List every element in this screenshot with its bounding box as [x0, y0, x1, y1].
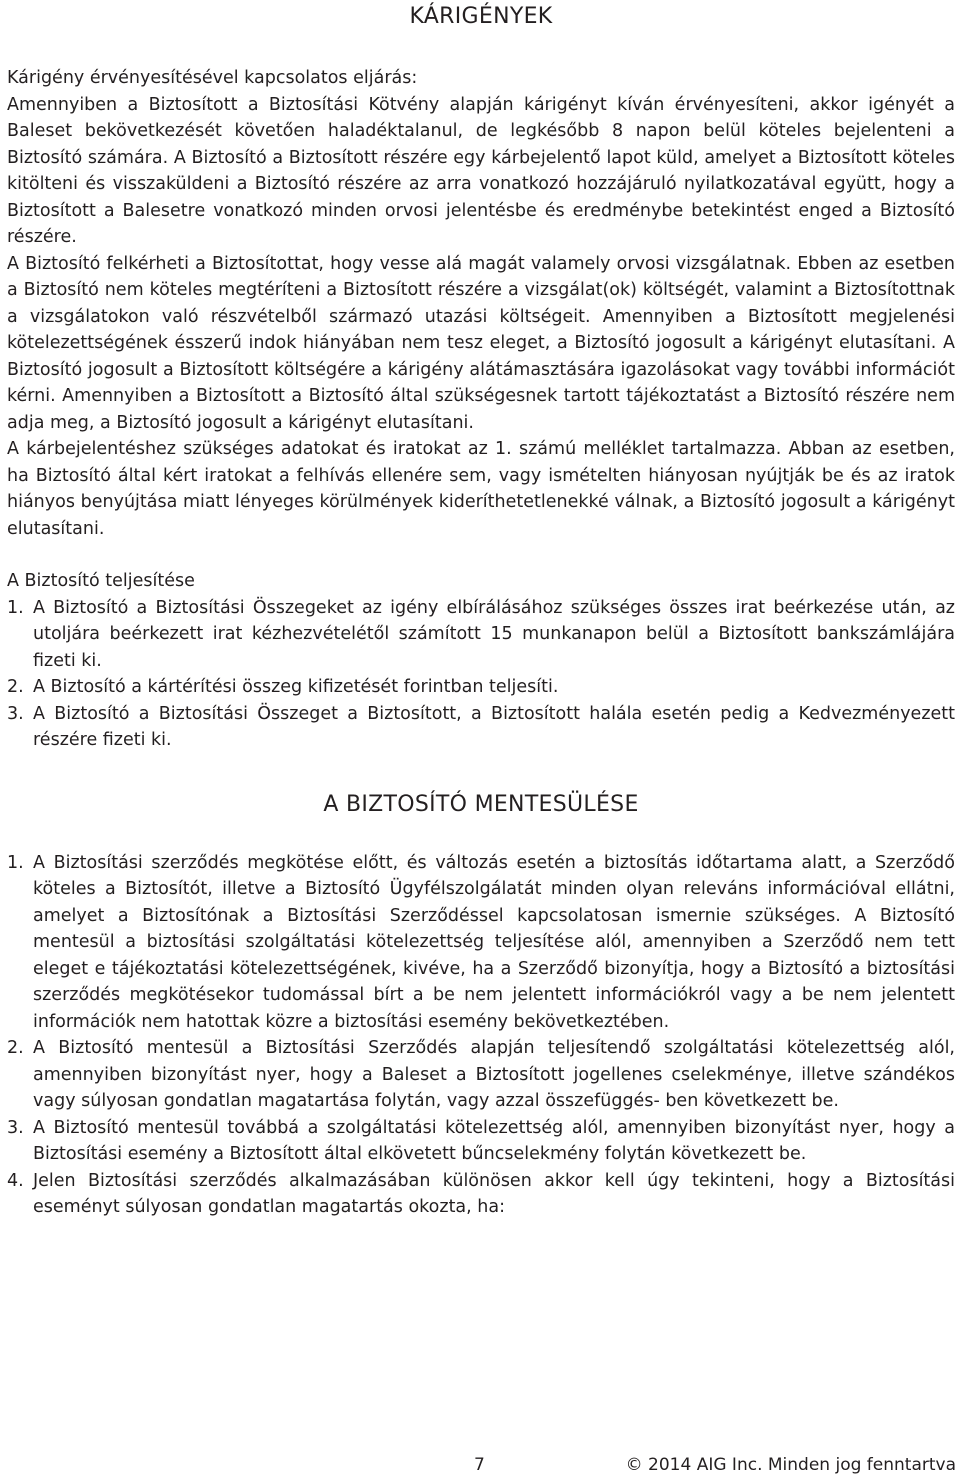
- performance-heading: A Biztosító teljesítése: [7, 571, 195, 591]
- list-item-text: A Biztosító mentesül továbbá a szolgáltatási kötelezettség alól, amennyiben bizonyítást nyer, hogy a Biztosítási esemény a Biztosított által elkövetett bűncselekmény folytán következett be.: [33, 1117, 955, 1164]
- copyright-notice: © 2014 AIG Inc. Minden jog fenntartva: [625, 1455, 956, 1475]
- list-item: [7, 674, 955, 701]
- document-page: [7, 0, 955, 1221]
- page-title: KÁRIGÉNYEK: [409, 4, 553, 29]
- list-item-number: 1.: [7, 852, 24, 873]
- list-item: [7, 701, 955, 754]
- list-item-text: A Biztosító a Biztosítási Összeget a Biztosított, a Biztosított halála esetén pedig a Kedvezményezett részére fizeti ki.: [33, 703, 955, 750]
- list-item-number: 2.: [7, 677, 24, 697]
- list-item-number: 4.: [7, 1170, 24, 1191]
- page-number: 7: [474, 1455, 485, 1475]
- list-item: [7, 595, 955, 675]
- list-item: [7, 1035, 955, 1115]
- list-item: [7, 1168, 955, 1221]
- claims-paragraph-3: A kárbejelentéshez szükséges adatokat és iratokat az 1. számú melléklet tartalmazza. Abban az esetben, ha Biztosító által kért iratokat a felhívás ellenére sem, vagy ismételten hiányosan nyújtják be és az iratok hiányos benyújtása miatt lényeges körülmények kideríthetetlenekké válnak, a Biztosító jogosult a kárigényt elutasítani.: [7, 439, 955, 539]
- list-item-text: A Biztosító a Biztosítási Összegeket az igény elbírálásához szükséges összes irat beérkezése után, az utoljára beérkezett irat kézhezvételétől számított 15 munkanapon belül a Biztosított bankszámlájára fizeti ki.: [33, 597, 955, 671]
- page-footer: [0, 1452, 960, 1478]
- claims-heading: Kárigény érvényesítésével kapcsolatos eljárás:: [7, 68, 418, 88]
- exemption-title: A BIZTOSÍTÓ MENTESÜLÉSE: [323, 791, 639, 817]
- claims-paragraph-2: A Biztosító felkérheti a Biztosítottat, hogy vesse alá magát valamely orvosi vizsgálatnak. Ebben az esetben a Biztosító nem köteles megtéríteni a Biztosított részére a vizsgálat(ok) költségét, valamint a Biztosítottnak a vizsgálatokon való részvételből származó utazási költségeit. Amennyiben a Biztosított megjelenési kötelezettségének ésszerű indok hiányában nem tesz eleget, a Biztosító jogosult a kárigényt elutasítani. A Biztosító jogosult a Biztosított költségére a kárigény alátámasztására igazolásokat vagy további információt kérni. Amennyiben a Biztosított a Biztosító által szükségesnek tartott tájékoztatást a Biztosító részére nem adja meg, a Biztosító jogosult a kárigényt elutasítani.: [7, 253, 955, 433]
- list-item-number: 3.: [7, 703, 24, 724]
- list-item: [7, 1115, 955, 1168]
- list-item-text: Jelen Biztosítási szerződés alkalmazásában különösen akkor kell úgy tekinteni, hogy a Biztosítási eseményt súlyosan gondatlan magatartás okozta, ha:: [33, 1170, 955, 1217]
- claims-paragraph-1: Amennyiben a Biztosított a Biztosítási Kötvény alapján kárigényt kíván érvényesíteni, akkor igényét a Baleset bekövetkezését követően haladéktalanul, de legkésőbb 8 napon belül köteles bejelenteni a Biztosító számára. A Biztosító a Biztosított részére egy kárbejelentő lapot küld, amelyet a Biztosított köteles kitölteni és visszaküldeni a Biztosító részére az arra vonatkozó hozzájáruló nyilatkozatával együtt, hogy a Biztosított a Balesetre vonatkozó minden orvosi jelentésbe és eredménybe betekintést enged a Biztosító részére.: [7, 94, 955, 247]
- performance-list: [7, 595, 955, 754]
- list-item-text: A Biztosító a kártérítési összeg kifizetését forintban teljesíti.: [33, 677, 559, 697]
- list-item: [7, 850, 955, 1036]
- list-item-text: A Biztosító mentesül a Biztosítási Szerződés alapján teljesítendő szolgáltatási kötelezettség alól, amennyiben bizonyítást nyer, hogy a Baleset a Biztosított jogellenes cselekménye, illetve szándékos vagy súlyosan gondatlan magatartása folytán, vagy azzal összefüggés- ben következett be.: [33, 1038, 955, 1111]
- list-item-number: 3.: [7, 1117, 24, 1138]
- exemption-list: [7, 850, 955, 1221]
- list-item-number: 2.: [7, 1038, 24, 1058]
- list-item-text: A Biztosítási szerződés megkötése előtt, és változás esetén a biztosítás időtartama alatt, a Szerződő köteles a Biztosítót, illetve a Biztosító Ügyfélszolgálatát minden olyan releváns információval ellátni, amelyet a Biztosítónak a Biztosítási Szerződéssel kapcsolatosan ismernie szükséges. A Biztosító mentesül a biztosítási szolgáltatási kötelezettség teljesítése alól, amennyiben a Szerződő nem tett eleget e tájékoztatási kötelezettségének, kivéve, ha a Szerződő bizonyítja, hogy a Biztosító a biztosítási szerződés megkötésekor tudomással bírt a be nem jelentett információkról vagy a be nem jelentett információk nem hatottak közre a biztosítási esemény bekövetkeztében.: [33, 852, 955, 1032]
- list-item-number: 1.: [7, 597, 24, 618]
